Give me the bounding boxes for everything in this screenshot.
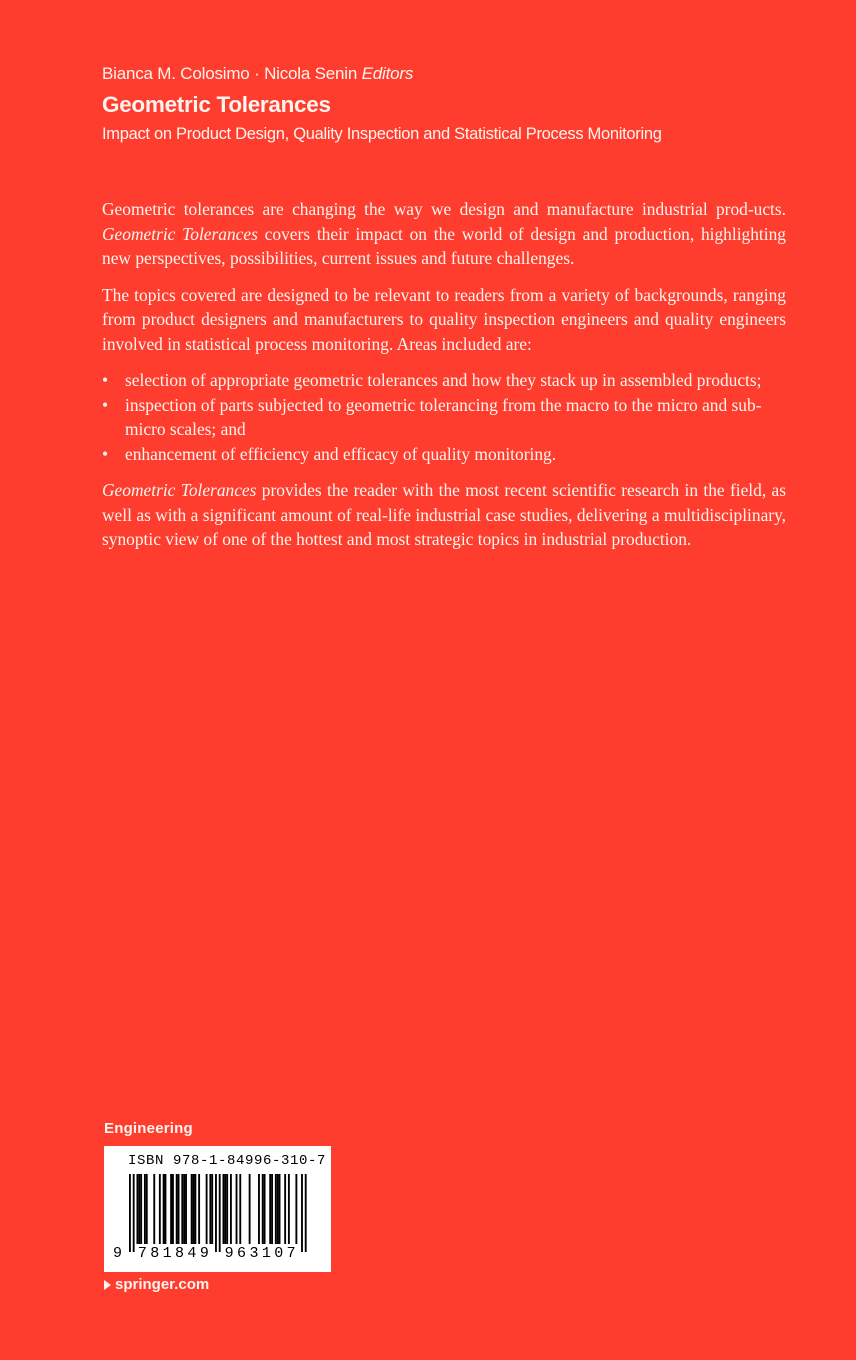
barcode-guard-bar (215, 1174, 217, 1252)
blurb-paragraph-2: The topics covered are designed to be relevant to readers from a variety of backgrounds, ranging from product designers and manufacturers to quality inspection engineers and quality engineers involved in statistical process monitoring. Areas included are: (102, 284, 786, 354)
barcode-bar (194, 1174, 196, 1244)
barcode-bar (165, 1174, 167, 1244)
isbn-barcode (104, 1146, 331, 1272)
website-label: springer.com (115, 1276, 210, 1293)
barcode-bar (209, 1174, 211, 1244)
barcode-bar (211, 1174, 213, 1244)
ean-right-group: 963107 (224, 1245, 300, 1262)
list-item-text: inspection of parts subjected to geometric tolerancing from the macro to the micro and sub-micro scales; and (125, 394, 762, 439)
list-item-text: enhancement of efficiency and efficacy of quality monitoring. (125, 443, 557, 464)
barcode-bar (153, 1174, 155, 1244)
blurb (102, 197, 786, 564)
blurb-p3-end: provides the reader with the most recent scientific research in the field, as well as with a significant amount of real-life industrial case studies, delivering a multidisciplinary, synoptic view of one of the hottest and most strategic topics in industrial production. (102, 480, 787, 549)
barcode-bar (144, 1174, 146, 1244)
barcode-bar (159, 1174, 161, 1244)
list-item (102, 393, 786, 442)
barcode-bar (191, 1174, 193, 1244)
barcode-guard-bar (219, 1174, 221, 1252)
blurb-p1-start: Geometric tolerances are changing the way we design and manufacture industrial prod-ucts. (102, 199, 786, 219)
barcode-bar (279, 1174, 281, 1244)
barcode-bar (178, 1174, 180, 1244)
barcode-bar (140, 1174, 142, 1244)
barcode-bar (181, 1174, 183, 1244)
website-link[interactable] (104, 1276, 209, 1293)
bullet-icon: • (102, 394, 109, 415)
barcode-bar (230, 1174, 232, 1244)
ean-digits (113, 1245, 299, 1262)
barcode-bar (264, 1174, 266, 1244)
barcode-bar (284, 1174, 286, 1244)
barcode-bar (138, 1174, 140, 1244)
blurb-paragraph-1 (102, 197, 786, 271)
barcode-bar (249, 1174, 251, 1244)
book-subtitle: Impact on Product Design, Quality Inspection and Statistical Process Monitoring (102, 125, 662, 143)
barcode-bar (163, 1174, 165, 1244)
blurb-p3-title: Geometric Tolerances (102, 480, 257, 500)
blurb-p1-end: covers their impact on the world of design and production, highlighting new perspectives, possibilities, current issues and future challenges. (102, 223, 786, 268)
barcode-bar (170, 1174, 172, 1244)
barcode-bar (206, 1174, 208, 1244)
barcode-bar (183, 1174, 185, 1244)
barcode-bar (239, 1174, 241, 1244)
subject-category: Engineering (104, 1120, 193, 1137)
barcode-bar (224, 1174, 226, 1244)
editors-names: Bianca M. Colosimo · Nicola Senin (102, 64, 358, 83)
blurb-paragraph-3 (102, 478, 786, 552)
barcode-guard-bar (301, 1174, 303, 1252)
barcode-bar (288, 1174, 290, 1244)
barcode-guard-bar (133, 1174, 135, 1252)
barcode-bar (275, 1174, 277, 1244)
barcode-bar (172, 1174, 174, 1244)
barcode-guard-bar (129, 1174, 131, 1252)
bullet-icon: • (102, 370, 109, 390)
list-item-text: selection of appropriate geometric tolerances and how they stack up in assembled products; (125, 370, 762, 390)
ean-first-digit: 9 (113, 1245, 126, 1262)
barcode-bar (277, 1174, 279, 1244)
barcode-bar (176, 1174, 178, 1244)
bullet-icon: • (102, 443, 109, 464)
barcode-bar (136, 1174, 138, 1244)
editors-role: Editors (361, 64, 414, 83)
editors-line (102, 62, 802, 86)
barcode-bar (226, 1174, 228, 1244)
barcode-bar (236, 1174, 238, 1244)
barcode-bar (271, 1174, 273, 1244)
blurb-p1-title: Geometric Tolerances (102, 223, 258, 244)
cover-header (102, 62, 802, 146)
list-item (102, 442, 786, 467)
barcode-guard-bar (305, 1174, 307, 1252)
isbn-label: ISBN 978-1-84996-310-7 (128, 1153, 327, 1169)
barcode-bar (262, 1174, 264, 1244)
list-item (102, 368, 786, 393)
triangle-right-icon (104, 1280, 111, 1290)
barcode-bar (193, 1174, 195, 1244)
book-title: Geometric Tolerances (102, 92, 331, 117)
barcode-bar (198, 1174, 200, 1244)
ean-left-group: 781849 (137, 1245, 213, 1262)
barcode-bar (223, 1174, 225, 1244)
barcode-bar (185, 1174, 187, 1244)
barcode-bar (258, 1174, 260, 1244)
areas-list (102, 368, 786, 466)
barcode-bar (269, 1174, 271, 1244)
barcode-bar (146, 1174, 148, 1244)
barcode-bar (295, 1174, 297, 1244)
